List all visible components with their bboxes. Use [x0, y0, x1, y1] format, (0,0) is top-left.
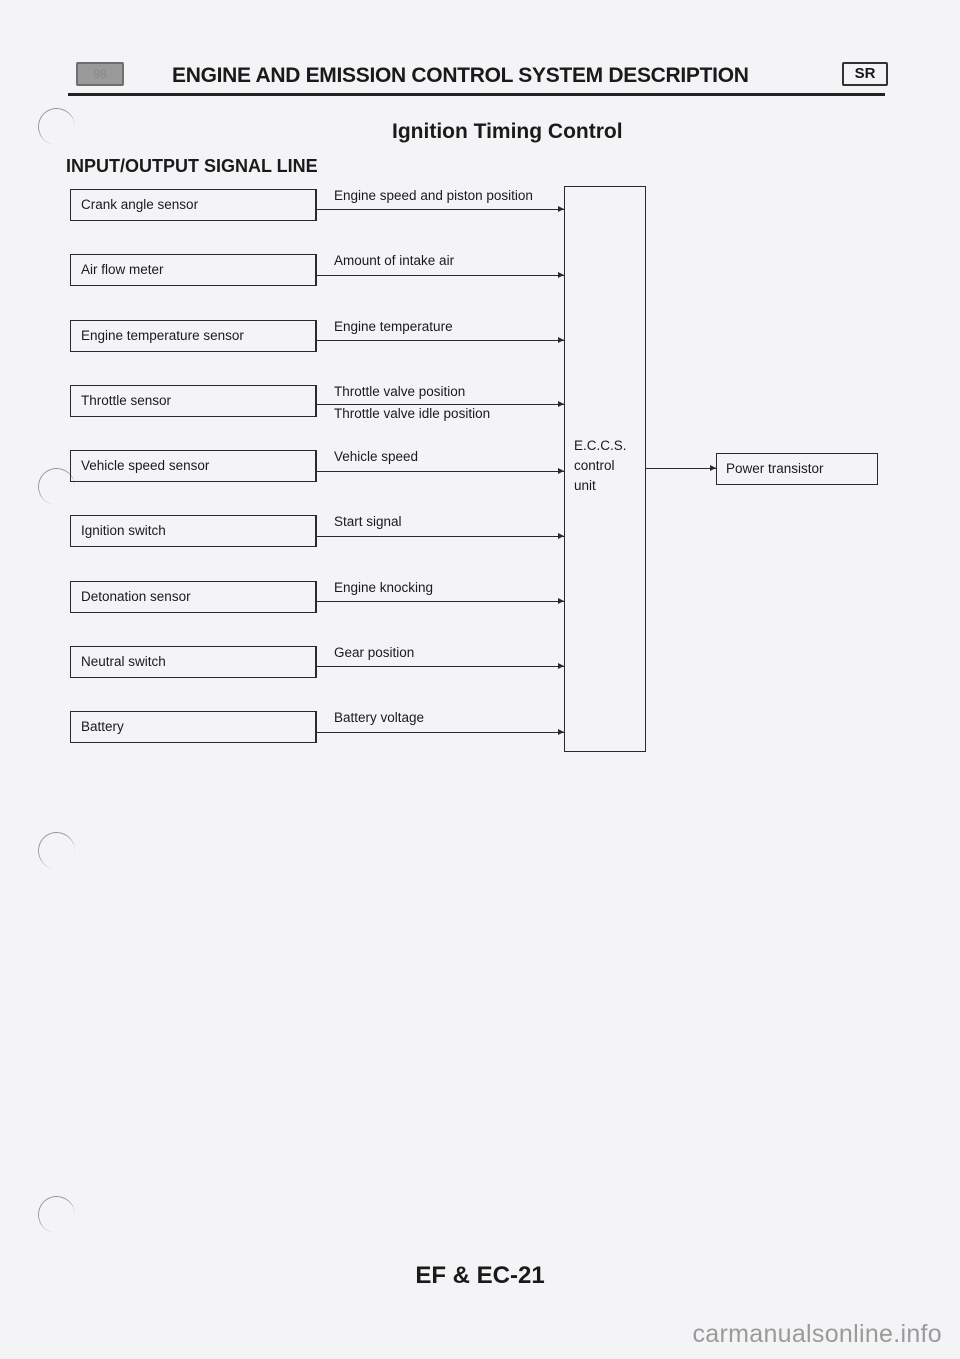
input-box-vehicle-speed-sensor: Vehicle speed sensor	[70, 450, 316, 482]
signal-line	[316, 666, 564, 667]
control-unit-line: control	[574, 458, 615, 473]
connector-stub	[316, 385, 317, 417]
connector-stub	[316, 189, 317, 221]
signal-label: Engine temperature	[334, 319, 453, 334]
signal-line	[316, 404, 564, 405]
input-box-neutral-switch: Neutral switch	[70, 646, 316, 678]
page-tag: 98	[76, 62, 124, 86]
connector-stub	[316, 515, 317, 547]
section-title: Ignition Timing Control	[392, 120, 623, 143]
signal-label: Vehicle speed	[334, 449, 419, 464]
signal-label: Amount of intake air	[334, 253, 455, 268]
input-box-ignition-switch: Ignition switch	[70, 515, 316, 547]
input-box-air-flow-meter: Air flow meter	[70, 254, 316, 286]
connector-stub	[316, 320, 317, 352]
connector-stub	[316, 581, 317, 613]
input-box-battery: Battery	[70, 711, 316, 743]
connector-stub	[316, 254, 317, 286]
connector-stub	[316, 711, 317, 743]
input-box-detonation-sensor: Detonation sensor	[70, 581, 316, 613]
binder-hole-mark	[36, 106, 78, 148]
signal-line	[316, 340, 564, 341]
control-unit-line: E.C.C.S.	[574, 438, 627, 453]
control-unit-line: unit	[574, 478, 596, 493]
signal-line	[316, 732, 564, 733]
signal-label: Throttle valve position	[334, 384, 466, 399]
signal-line	[316, 209, 564, 210]
connector-stub	[316, 450, 317, 482]
signal-line	[316, 536, 564, 537]
section-badge: SR	[842, 62, 888, 86]
signal-label: Engine speed and piston position	[334, 188, 533, 203]
header-rule	[68, 93, 885, 96]
signal-label: Battery voltage	[334, 710, 425, 725]
input-box-crank-angle-sensor: Crank angle sensor	[70, 189, 316, 221]
signal-label: Gear position	[334, 645, 415, 660]
control-unit-label	[574, 436, 627, 496]
output-box-power-transistor: Power transistor	[716, 453, 878, 485]
output-signal-line	[646, 468, 716, 469]
signal-line	[316, 471, 564, 472]
signal-label: Start signal	[334, 514, 402, 529]
input-box-throttle-sensor: Throttle sensor	[70, 385, 316, 417]
input-box-engine-temperature-sensor: Engine temperature sensor	[70, 320, 316, 352]
signal-line	[316, 601, 564, 602]
header-title: ENGINE AND EMISSION CONTROL SYSTEM DESCRIPTION	[172, 64, 749, 87]
signal-label: Engine knocking	[334, 580, 434, 595]
binder-hole-mark	[36, 1194, 78, 1236]
binder-hole-mark	[36, 830, 78, 872]
page-number: EF & EC-21	[415, 1262, 545, 1289]
io-heading: INPUT/OUTPUT SIGNAL LINE	[66, 156, 318, 176]
connector-stub	[316, 646, 317, 678]
watermark: carmanualsonline.info	[692, 1320, 942, 1348]
signal-label: Throttle valve idle position	[334, 406, 491, 421]
signal-line	[316, 275, 564, 276]
